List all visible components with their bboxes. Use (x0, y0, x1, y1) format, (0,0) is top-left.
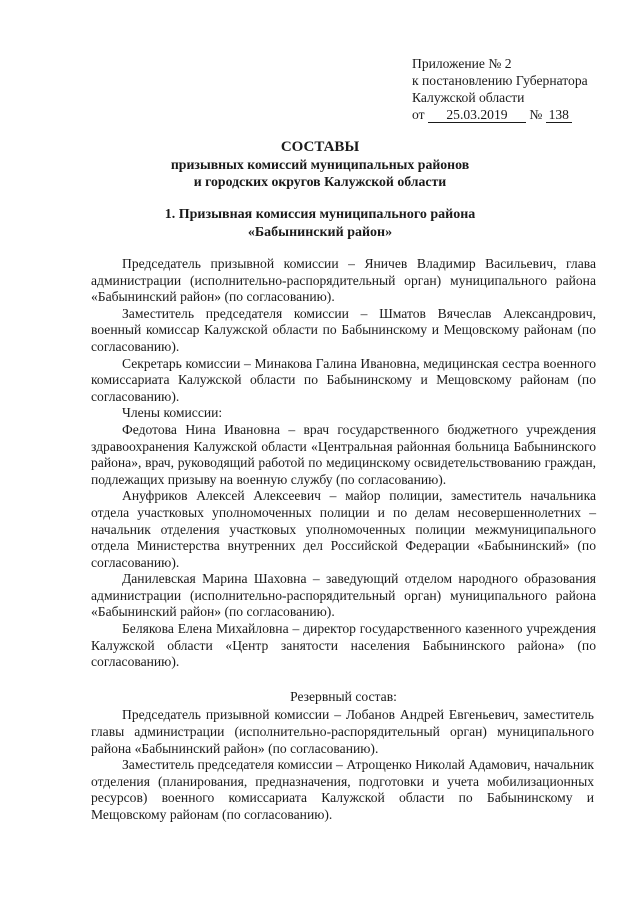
members-label: Члены комиссии: (122, 405, 223, 421)
member-paragraph: Белякова Елена Михайловна – директор государственного казенного учреждения Калужской области «Центр занятости населения Бабынинского района» (по согласованию). (91, 621, 596, 670)
document-subtitle-line-1: призывных комиссий муниципальных районов (170, 157, 470, 172)
appendix-date-row (412, 106, 588, 123)
reserve-heading: Резервный состав: (290, 688, 397, 704)
commission-composition (91, 256, 596, 824)
member-paragraph: Федотова Нина Ивановна – врач государственного бюджетного учреждения здравоохранения Калужской области «Центральная районная больница Бабынинского района», врач, руководящий работой по медицинскому освидетельствованию граждан, подлежащих призыву на военную службу (по согласованию). (91, 421, 596, 487)
section-heading-line-2: «Бабынинский район» (247, 225, 393, 240)
number-value: 138 (546, 108, 572, 123)
date-value: 25.03.2019 (428, 108, 526, 123)
member-paragraph: Ануфриков Алексей Алексеевич – майор полиции, заместитель начальника отдела участковых уполномоченных полиции и по делам несовершеннолетних – начальник отделения участковых уполномоченных полиции межмуниципального отдела Министерства внутренних дел Российской Федерации «Бабынинский» (по согласованию). (91, 488, 596, 570)
appendix-title: Приложение № 2 (412, 56, 512, 71)
member-paragraph: Данилевская Марина Шаховна – заведующий отделом народного образования администрации (исполнительно-распорядительный орган) муниципального района «Бабынинский район» (по согласованию). (91, 571, 596, 620)
reserve-deputy-paragraph: Заместитель председателя комиссии – Атрощенко Николай Адамович, начальник отделения (планирования, предназначения, подготовки и учета мобилизационных ресурсов) военного комиссариата Калужской области по Бабынинскому и Мещовскому районам (по согласованию). (91, 757, 594, 822)
date-prefix: от (412, 107, 425, 122)
section-heading-line-1: 1. Призывная комиссия муниципального района (164, 207, 476, 222)
appendix-reference: к постановлению Губернатора (412, 73, 588, 88)
deputy-chairman-paragraph: Заместитель председателя комиссии – Шматов Вячеслав Александрович, военный комиссар Калужской области по Бабынинскому и Мещовскому районам (по согласованию). (91, 305, 596, 354)
document-title: СОСТАВЫ (280, 139, 360, 155)
appendix-region: Калужской области (412, 90, 525, 105)
reserve-chairman-paragraph: Председатель призывной комиссии – Лобанов Андрей Евгеньевич, заместитель главы администрации (исполнительно-распорядительный орган) муниципального района «Бабынинский район» (по согласованию). (91, 707, 594, 756)
document-subtitle-line-2: и городских округов Калужской области (193, 174, 447, 189)
number-prefix: № (529, 107, 543, 122)
appendix-block (412, 55, 588, 123)
secretary-paragraph: Секретарь комиссии – Минакова Галина Ивановна, медицинская сестра военного комиссариата Калужской области по Бабынинскому и Мещовскому районам (по согласованию). (91, 355, 596, 404)
chairman-paragraph: Председатель призывной комиссии – Яничев Владимир Васильевич, глава администрации (исполнительно-распорядительный орган) муниципального района «Бабынинский район» (по согласованию). (91, 256, 596, 305)
